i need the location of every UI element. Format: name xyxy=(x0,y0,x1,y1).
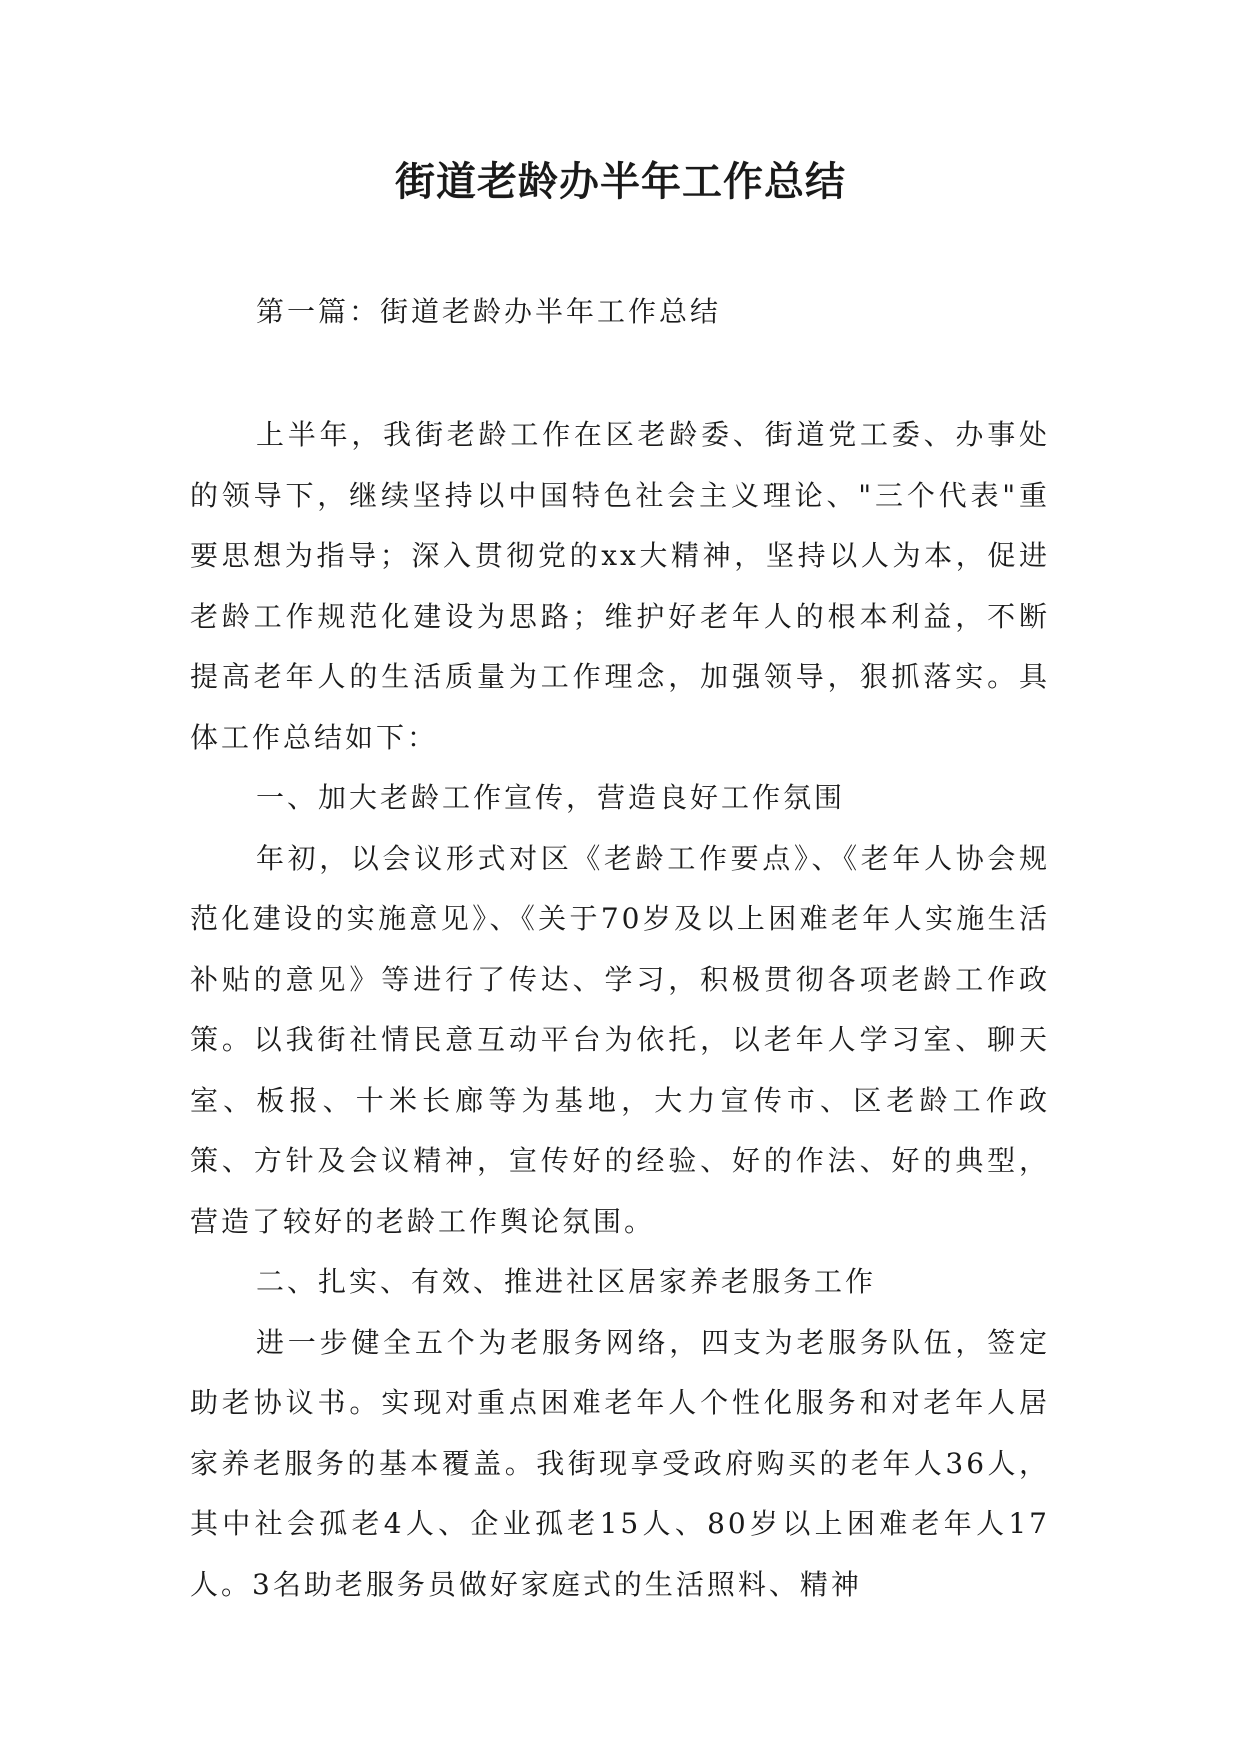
document-subtitle: 第一篇：街道老龄办半年工作总结 xyxy=(256,295,722,328)
document-body xyxy=(190,405,1050,1615)
body-paragraph: 上半年，我街老龄工作在区老龄委、街道党工委、办事处的领导下，继续坚持以中国特色社会主义理论、"三个代表"重要思想为指导；深入贯彻党的xx大精神，坚持以人为本，促进老龄工作规范化建设为思路；维护好老年人的根本利益，不断提高老年人的生活质量为工作理念，加强领导，狠抓落实。具体工作总结如下： xyxy=(190,418,1050,754)
body-paragraph: 年初，以会议形式对区《老龄工作要点》、《老年人协会规范化建设的实施意见》、《关于70岁及以上困难老年人实施生活补贴的意见》等进行了传达、学习，积极贯彻各项老龄工作政策。以我街社情民意互动平台为依托，以老年人学习室、聊天室、板报、十米长廊等为基地，大力宣传市、区老龄工作政策、方针及会议精神，宣传好的经验、好的作法、好的典型，营造了较好的老龄工作舆论氛围。 xyxy=(190,841,1050,1238)
section-heading: 一、加大老龄工作宣传，营造良好工作氛围 xyxy=(256,781,846,814)
section-heading: 二、扎实、有效、推进社区居家养老服务工作 xyxy=(256,1265,877,1298)
document-title: 街道老龄办半年工作总结 xyxy=(395,159,846,205)
body-paragraph: 进一步健全五个为老服务网络，四支为老服务队伍，签定助老协议书。实现对重点困难老年人个性化服务和对老年人居家养老服务的基本覆盖。我街现享受政府购买的老年人36人，其中社会孤老4人、企业孤老15人、80岁以上困难老年人17人。3名助老服务员做好家庭式的生活照料、精神 xyxy=(190,1325,1050,1601)
